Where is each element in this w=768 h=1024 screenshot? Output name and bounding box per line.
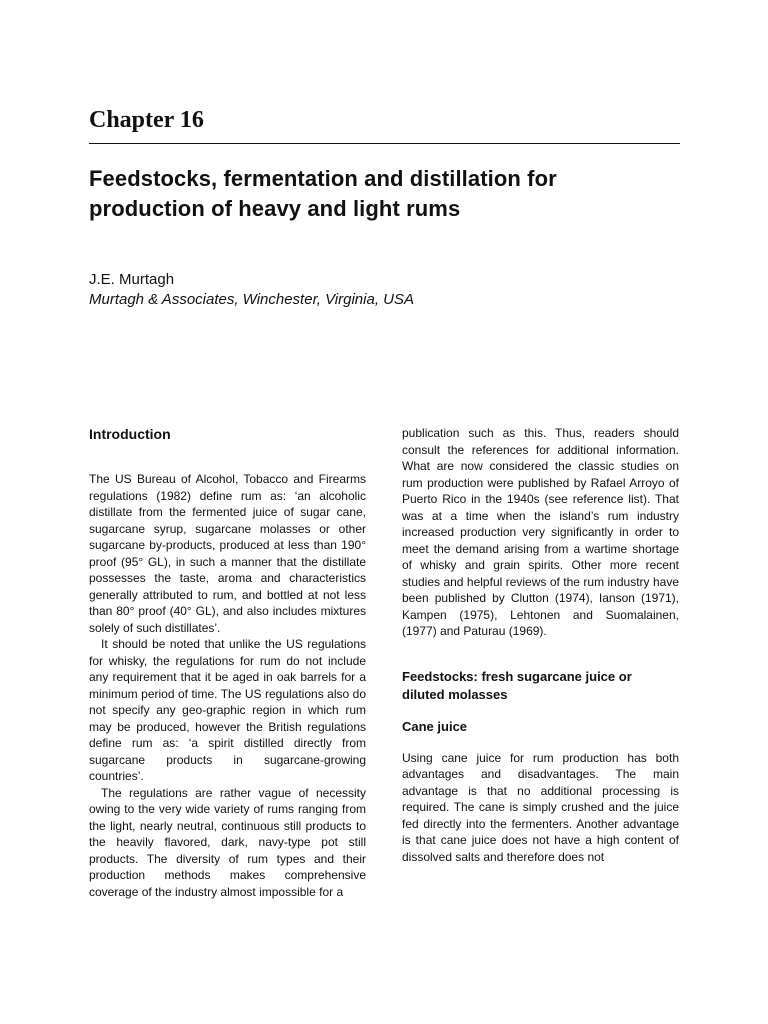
author-affiliation: Murtagh & Associates, Winchester, Virginia, USA (89, 291, 415, 308)
chapter-title-line-1: Feedstocks, fermentation and distillation for (89, 166, 557, 191)
body-paragraph: The US Bureau of Alcohol, Tobacco and Firearms regulations (1982) define rum as: ‘an alcoholic distillate from the fermented juice of sugar cane, sugarcane syrup, sugarcane molasses or other sugarcane by-products, produced at less than 190° proof (95° GL), in such a manner that the distillate possesses the taste, aroma and characteristics generally attributed to rum, and bottled at not less than 80° proof (40° GL), and also includes mixtures solely of such distillates’. (89, 472, 366, 635)
body-paragraph: Using cane juice for rum production has both advantages and disadvantages. The main advantage is that no additional processing is required. The cane is simply crushed and the juice fed directly into the fermenters. Another advantage is that cane juice does not have a high content of dissolved salts and therefore does not (402, 750, 679, 864)
chapter-number: Chapter 16 (89, 107, 204, 133)
body-paragraph: It should be noted that unlike the US regulations for whisky, the regulations for rum do not include any requirement that it be aged in oak barrels for a minimum period of time. The US regulations also do not specify any geo-graphic region in which rum may be produced, however the British regulations define rum as: ‘a spirit distilled directly from sugarcane products in sugarcane-growing countries’. (89, 637, 366, 783)
chapter-title (89, 164, 689, 224)
body-paragraph-continued: publication such as this. Thus, readers should consult the references for additional information. What are now considered the classic studies on rum production were published by Rafael Arroyo of Puerto Rico in the 1940s (see reference list). That was at a time when the island’s rum industry increased production very significantly in order to meet the demand arising from a wartime shortage of whisky and grain spirits. Other more recent studies and helpful reviews of the rum industry have been published by Clutton (1974), Ianson (1971), Kampen (1975), Lehtonen and Suomalainen, (1977) and Paturau (1969). (402, 426, 679, 638)
author-name: J.E. Murtagh (89, 271, 175, 288)
body-paragraph: The regulations are rather vague of necessity owing to the very wide variety of rums ranging from the light, nearly neutral, continuous still products to the heavily flavored, dark, navy-type pot still products. The diversity of rum types and their production methods makes comprehensive coverage of the industry almost impossible for a (89, 785, 366, 899)
introduction-heading: Introduction (89, 426, 171, 442)
feedstocks-heading-line-1: Feedstocks: fresh sugarcane juice or (402, 668, 632, 684)
right-column (402, 425, 679, 865)
feedstocks-heading (402, 668, 679, 704)
feedstocks-heading-line-2: diluted molasses (402, 686, 508, 702)
left-column (89, 425, 366, 900)
chapter-rule (89, 143, 680, 144)
cane-juice-subheading: Cane juice (402, 718, 468, 734)
chapter-title-line-2: production of heavy and light rums (89, 196, 461, 221)
